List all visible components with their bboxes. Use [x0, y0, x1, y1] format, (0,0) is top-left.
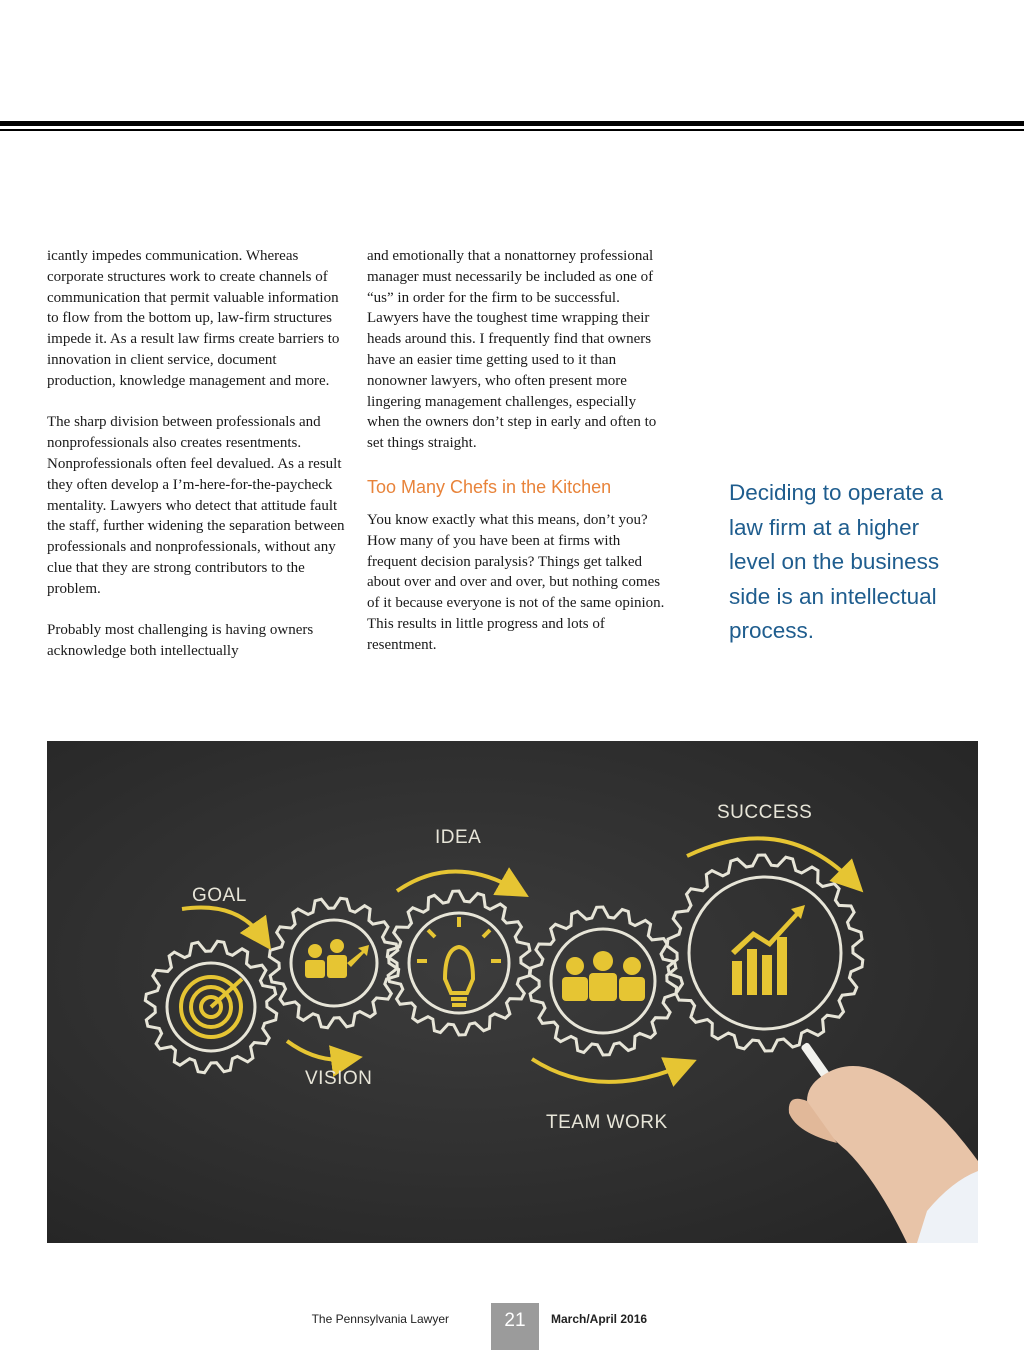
- vision-label: VISION: [305, 1068, 373, 1089]
- paragraph: and emotionally that a nonattorney professional manager must necessarily be included as one of “us” in order for the firm to be successful. Lawyers have the toughest time wrapping their heads around this. I frequently find that owners have an easier time getting used to it than nonowner lawyers, who often present more lingering management challenges, especially when the owners don’t step in early and often to set things straight.: [367, 248, 657, 452]
- vision-arrow: [287, 1041, 347, 1060]
- idea-arrow: [397, 871, 515, 891]
- pull-quote: Deciding to operate a law firm at a higher level on the business side is an intellectual process.: [729, 480, 943, 644]
- paragraph: Probably most challenging is having owners acknowledge both intellectually: [47, 622, 314, 660]
- bar-chart-icon: [731, 905, 805, 995]
- page-footer: [0, 1303, 1024, 1350]
- paragraph: The sharp division between professionals and nonprofessionals also creates resentments. Nonprofessionals often feel devalued. As a result they often develop a I’m-here-for-the-paycheck mentality. Lawyers who detect that attitude fault the staff, further widening the separation between professionals and nonprofessionals, without any clue that they are strong contributors to the problem.: [47, 414, 345, 597]
- hand-image: [789, 1042, 978, 1243]
- article-column-2: [367, 246, 667, 656]
- idea-label: IDEA: [435, 827, 482, 848]
- vision-people-icon: [305, 939, 369, 978]
- teamwork-arrow: [532, 1059, 682, 1082]
- success-gear-inner-ring: [689, 877, 841, 1029]
- publication-name: The Pennsylvania Lawyer: [311, 1312, 449, 1326]
- header-rule-thin: [0, 129, 1024, 131]
- section-subhead: Too Many Chefs in the Kitchen: [367, 476, 612, 497]
- article-column-1: [47, 246, 347, 662]
- header-rule-thick: [0, 121, 1024, 126]
- teamwork-label: TEAM WORK: [546, 1112, 668, 1133]
- lightbulb-icon: [417, 917, 501, 1005]
- paragraph: icantly impedes communication. Whereas corporate structures work to create channels of communication that permit valuable information to flow from the bottom up, law-firm structures impede it. As a result law firms create barriers to innovation in client service, document production, knowledge management and more.: [47, 248, 340, 389]
- team-people-icon: [562, 951, 645, 1001]
- target-icon: [181, 977, 242, 1037]
- chalkboard-gears-illustration: [47, 741, 978, 1243]
- goal-arrow: [182, 908, 262, 937]
- success-gear: [667, 855, 863, 1051]
- goal-label: GOAL: [192, 885, 247, 906]
- page-number: 21: [491, 1303, 539, 1350]
- paragraph: You know exactly what this means, don’t you? How many of you have been at firms with frequent decision paralysis? Things get talked about over and over and over, but nothing comes of it because everyone is not of the same opinion. This results in little progress and lots of resentment.: [367, 511, 665, 653]
- success-label: SUCCESS: [717, 802, 813, 823]
- issue-date: March/April 2016: [551, 1312, 648, 1326]
